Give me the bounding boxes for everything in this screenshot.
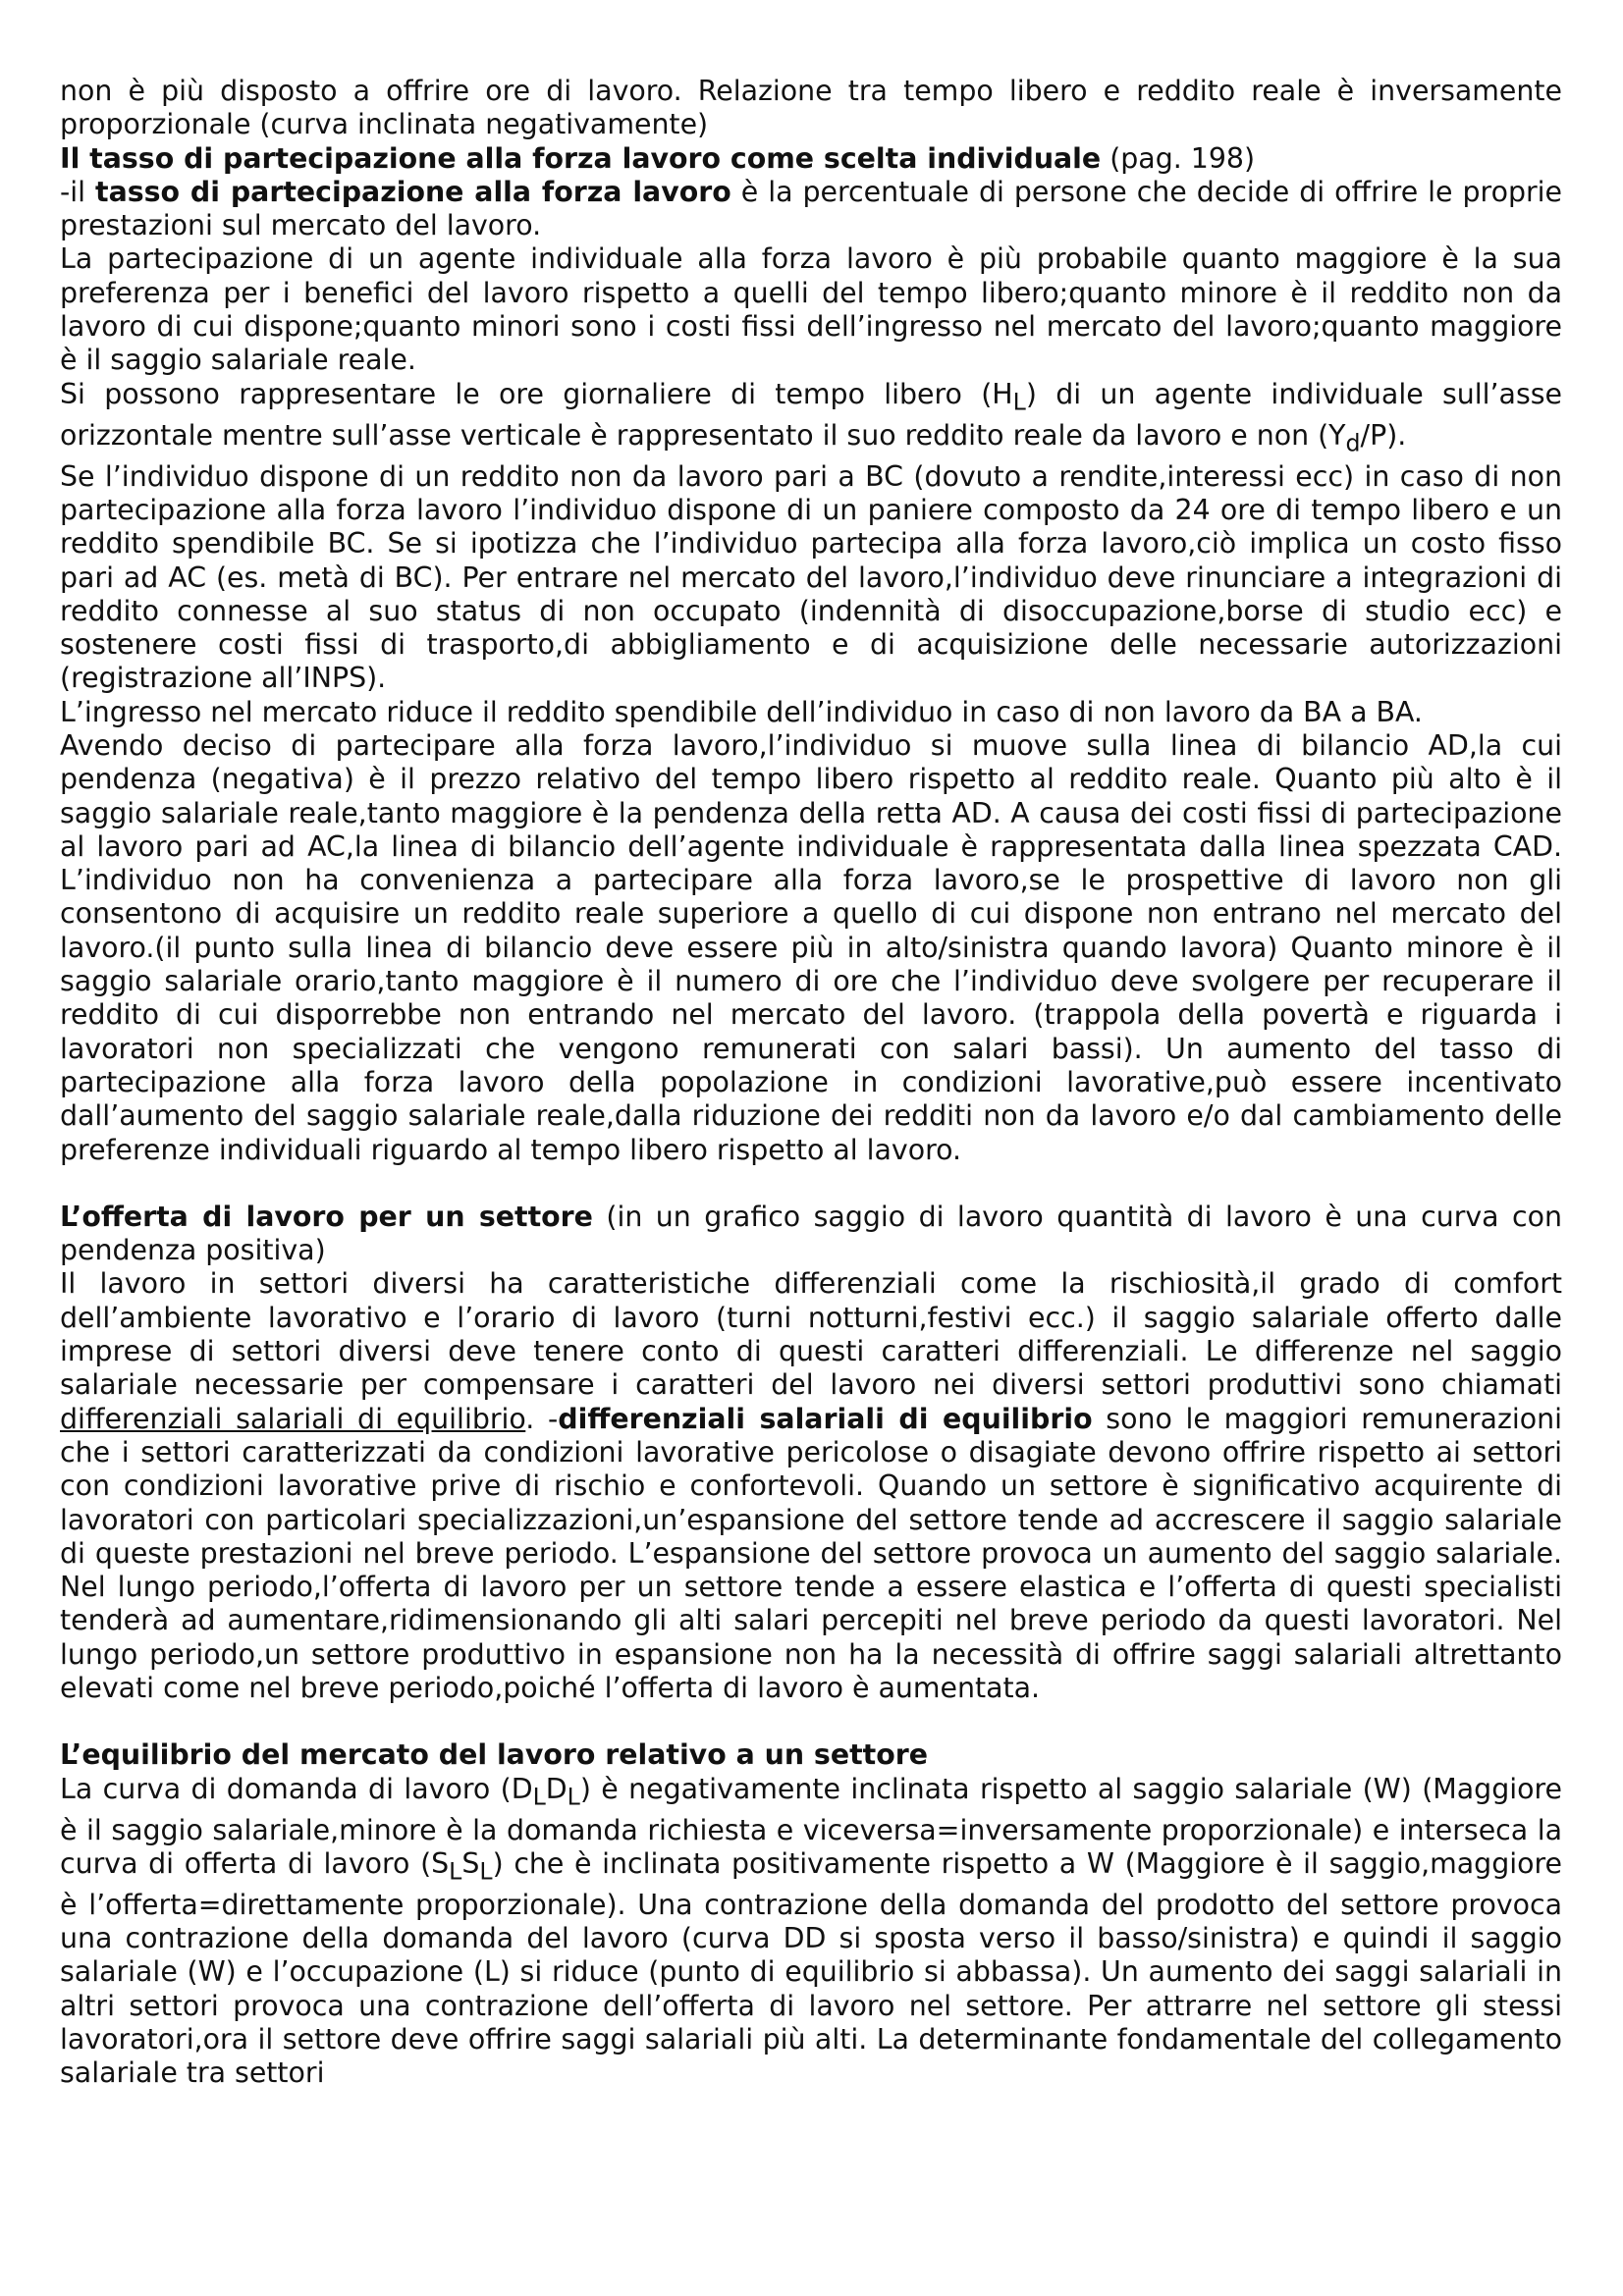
document-page [60,75,1562,2091]
paragraph-market-entry: L’ingresso nel mercato riduce il reddito spendibile dell’individuo in caso di non lavoro da BA a BA. [60,695,1423,728]
paragraph-wage-differentials: Il lavoro in settori diversi ha caratteristiche differenziali come la rischiosità,il grado di comfort dell’ambiente lavorativo e l’orario di lavoro (turni notturni,festivi ecc.) il saggio salariale offerto dalle imprese di settori diversi deve tenere conto di questi caratteri differenziali. Le differenze nel saggio salariale necessarie per compensare i caratteri del lavoro nei diversi settori produttivi sono chiamati differenziali salariali di equilibrio. -differenziali salariali di equilibrio sono le maggiori remunerazioni che i settori caratterizzati da condizioni lavorative pericolose o disagiate devono offrire rispetto ai settori con condizioni lavorative prive di rischio e confortevoli. Quando un settore è significativo acquirente di lavoratori con particolari specializzazioni,un’espansione del settore tende ad accrescere il saggio salariale di queste prestazioni nel breve periodo. L’espansione del settore provoca un aumento del saggio salariale. Nel lungo periodo,l’offerta di lavoro per un settore tende a essere elastica e l’offerta di questi specialisti tenderà ad aumentare,ridimensionando gli alti salari percepiti nel breve periodo da questi lavoratori. Nel lungo periodo,un settore produttivo in espansione non ha la necessità di offrire saggi salariali altrettanto elevati come nel breve periodo,poiché l’offerta di lavoro è aumentata. [60,1267,1562,1704]
heading-text: L’equilibrio del mercato del lavoro relativo a un settore [60,1738,928,1772]
underlined-term: differenziali salariali di equilibrio [60,1402,526,1435]
paragraph-budget-line: Avendo deciso di partecipare alla forza lavoro,l’individuo si muove sulla linea di bilancio AD,la cui pendenza (negativa) è il prezzo relativo del tempo libero rispetto al reddito reale. Quanto più alto è il saggio salariale reale,tanto maggiore è la pendenza della retta AD. A causa dei costi fissi di partecipazione al lavoro pari ad AC,la linea di bilancio dell’agente individuale è rappresentata dalla linea spezzata CAD. L’individuo non ha convenienza a partecipare alla forza lavoro,se le prospettive di lavoro non gli consentono di acquisire un reddito reale superiore a quello di cui dispone non entrano nel mercato del lavoro.(il punto sulla linea di bilancio deve essere più in alto/sinistra quando lavora) Quanto minore è il saggio salariale orario,tanto maggiore è il numero di ore che l’individuo deve svolgere per recuperare il reddito di cui disporrebbe non entrando nel mercato del lavoro. (trappola della povertà e riguarda i lavoratori non specializzati che vengono remunerati con salari bassi). Un aumento del tasso di partecipazione alla forza lavoro della popolazione in condizioni lavorative,può essere incentivato dall’aumento del saggio salariale reale,dalla riduzione dei redditi non da lavoro e/o dal cambiamento delle preferenze individuali riguardo al tempo libero rispetto al lavoro. [60,728,1562,1166]
spacer [60,1167,1562,1201]
heading-text: Il tasso di partecipazione alla forza lavoro come scelta individuale [60,141,1102,175]
paragraph-demand-supply-curves: La curva di domanda di lavoro $(D_LD_L)$ è negativamente inclinata rispetto al saggio salariale (W) (Maggiore è il saggio salariale,minore è la domanda richiesta e viceversa=inversamente proporzionale) e interseca la curva di offerta di lavoro $(S_LS_L)$ che è inclinata positivamente rispetto a W (Maggiore è il saggio,maggiore è l’offerta=direttamente proporzionale). Una contrazione della domanda del prodotto del settore provoca una contrazione della domanda del lavoro (curva DD si sposta verso il basso/sinistra) e quindi il saggio salariale (W) e l’occupazione (L) si riduce (punto di equilibrio si abbassa). Un aumento dei saggi salariali in altri settori provoca una contrazione dell’offerta di lavoro nel settore. Per attrarre nel settore gli stessi lavoratori,ora il settore deve offrire saggi salariali più alti. La determinante fondamentale del collegamento salariale tra settori [60,1772,1563,2090]
paragraph-non-labour-income: Se l’individuo dispone di un reddito non da lavoro pari a BC (dovuto a rendite,interessi ecc) in caso di non partecipazione alla forza lavoro l’individuo dispone di un paniere composto da 24 ore di tempo libero e un reddito spendibile BC. Se si ipotizza che l’individuo partecipa alla forza lavoro,ciò implica un costo fisso pari ad AC (es. metà di BC). Per entrare nel mercato del lavoro,l’individuo deve rinunciare a integrazioni di reddito connesse al suo status di non occupato (indennità di disoccupazione,borse di studio ecc) e sostenere costi fissi di trasporto,di abbigliamento e di acquisizione delle necessarie autorizzazioni (registrazione all’INPS). [60,459,1562,695]
definition-participation-rate: -il tasso di partecipazione alla forza lavoro è la percentuale di persone che decide di offrire le proprie prestazioni sul mercato del lavoro. [60,175,1563,242]
paragraph-participation-factors: La partecipazione di un agente individuale alla forza lavoro è più probabile quanto maggiore è la sua preferenza per i benefici del lavoro rispetto a quelli del tempo libero;quanto minore è il reddito non da lavoro di cui dispone;quanto minori sono i costi fissi dell’ingresso nel mercato del lavoro;quanto maggiore è il saggio salariale reale. [60,242,1562,377]
definition-term: tasso di partecipazione alla forza lavoro [95,175,731,208]
paragraph-intro: non è più disposto a offrire ore di lavoro. Relazione tra tempo libero e reddito reale è inversamente proporzionale (curva inclinata negativamente) [60,75,1562,141]
section-heading-participation [60,142,1562,176]
section-heading-sector-equilibrium [60,1738,1562,1772]
page-reference: (pag. 198) [1101,141,1256,175]
paragraph-axes: Si possono rappresentare le ore giornaliere di tempo libero $(H_L)$ di un agente individuale sull’asse orizzontale mentre sull’asse verticale è rappresentato il suo reddito reale da lavoro e non $(Y_d/P)$. [60,377,1562,457]
heading-note: (in un grafico saggio di lavoro quantità di lavoro è una curva con pendenza positiva) [60,1200,1563,1267]
definition-term: differenziali salariali di equilibrio [558,1402,1093,1435]
heading-text: L’offerta di lavoro per un settore [60,1200,593,1233]
section-heading-sector-supply [60,1201,1562,1268]
spacer [60,1705,1562,1738]
